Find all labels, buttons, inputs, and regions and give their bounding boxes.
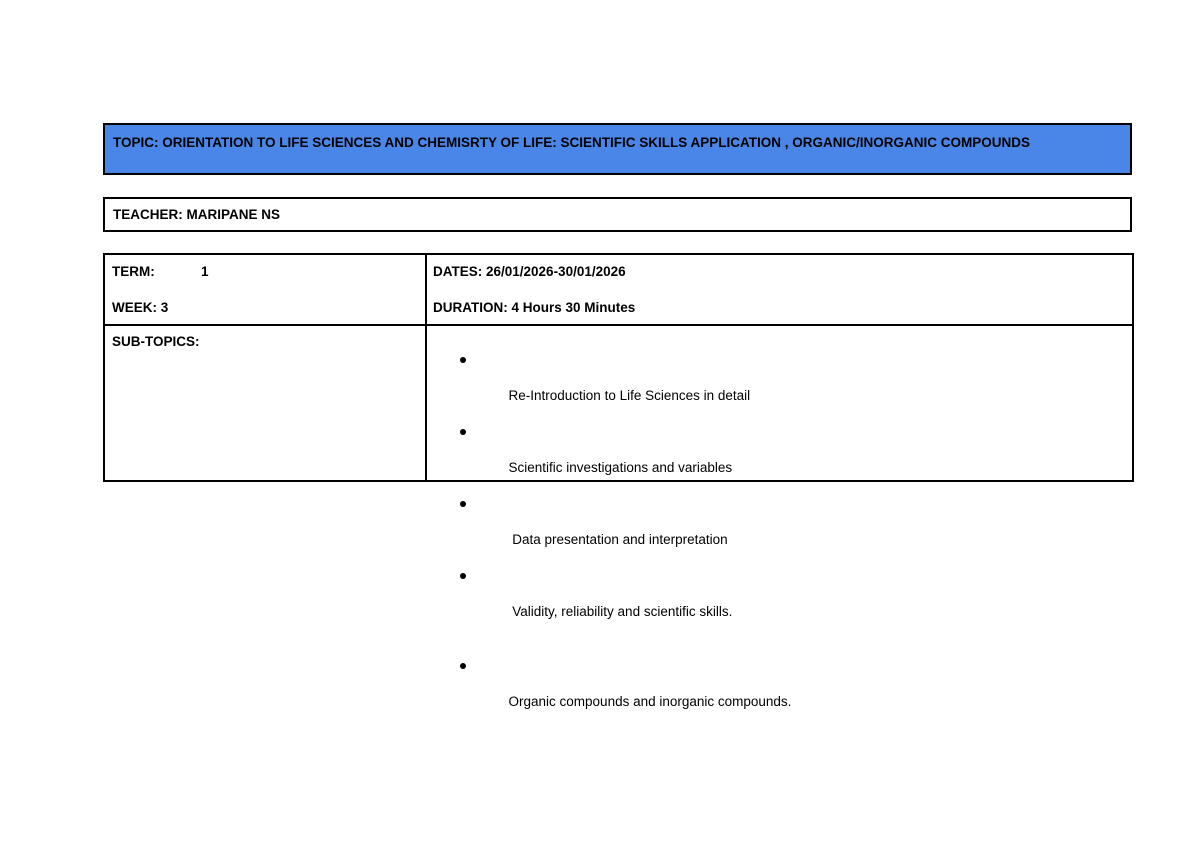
teacher-box bbox=[103, 197, 1132, 232]
bullet-icon bbox=[460, 573, 466, 579]
duration-label: DURATION: 4 Hours 30 Minutes bbox=[433, 300, 636, 315]
subtopic-text: Scientific investigations and variables bbox=[508, 460, 733, 475]
schedule-table bbox=[103, 253, 1134, 709]
week-label: WEEK: 3 bbox=[112, 300, 169, 315]
subtopic-text: Re-Introduction to Life Sciences in detail bbox=[508, 388, 751, 403]
bullet-icon bbox=[460, 357, 466, 363]
topic-text: TOPIC: ORIENTATION TO LIFE SCIENCES AND CHEMISRTY OF LIFE: SCIENTIFIC SKILLS APPLICATION , ORGANIC/INORGANIC COMPOUNDS bbox=[113, 135, 1031, 150]
list-item bbox=[460, 495, 791, 567]
subtopic-text: Data presentation and interpretation bbox=[508, 532, 728, 547]
dates-label: DATES: 26/01/2026-30/01/2026 bbox=[433, 264, 626, 279]
list-item bbox=[460, 657, 791, 729]
teacher-text: TEACHER: MARIPANE NS bbox=[113, 207, 281, 222]
table-column-divider bbox=[425, 255, 427, 480]
topic-box bbox=[103, 123, 1132, 175]
subtopic-text: Validity, reliability and scientific skills. bbox=[508, 604, 733, 619]
term-value: 1 bbox=[201, 264, 209, 279]
subtopics-label: SUB-TOPICS: bbox=[112, 334, 200, 349]
list-item bbox=[460, 423, 791, 495]
table-row-divider bbox=[105, 324, 1132, 326]
list-item bbox=[460, 567, 791, 639]
bullet-icon bbox=[460, 429, 466, 435]
subtopic-text: Organic compounds and inorganic compounds. bbox=[508, 694, 792, 709]
subtopic-list bbox=[460, 351, 791, 729]
list-item bbox=[460, 351, 791, 423]
bullet-icon bbox=[460, 501, 466, 507]
bullet-icon bbox=[460, 663, 466, 669]
term-label: TERM: bbox=[112, 264, 155, 279]
